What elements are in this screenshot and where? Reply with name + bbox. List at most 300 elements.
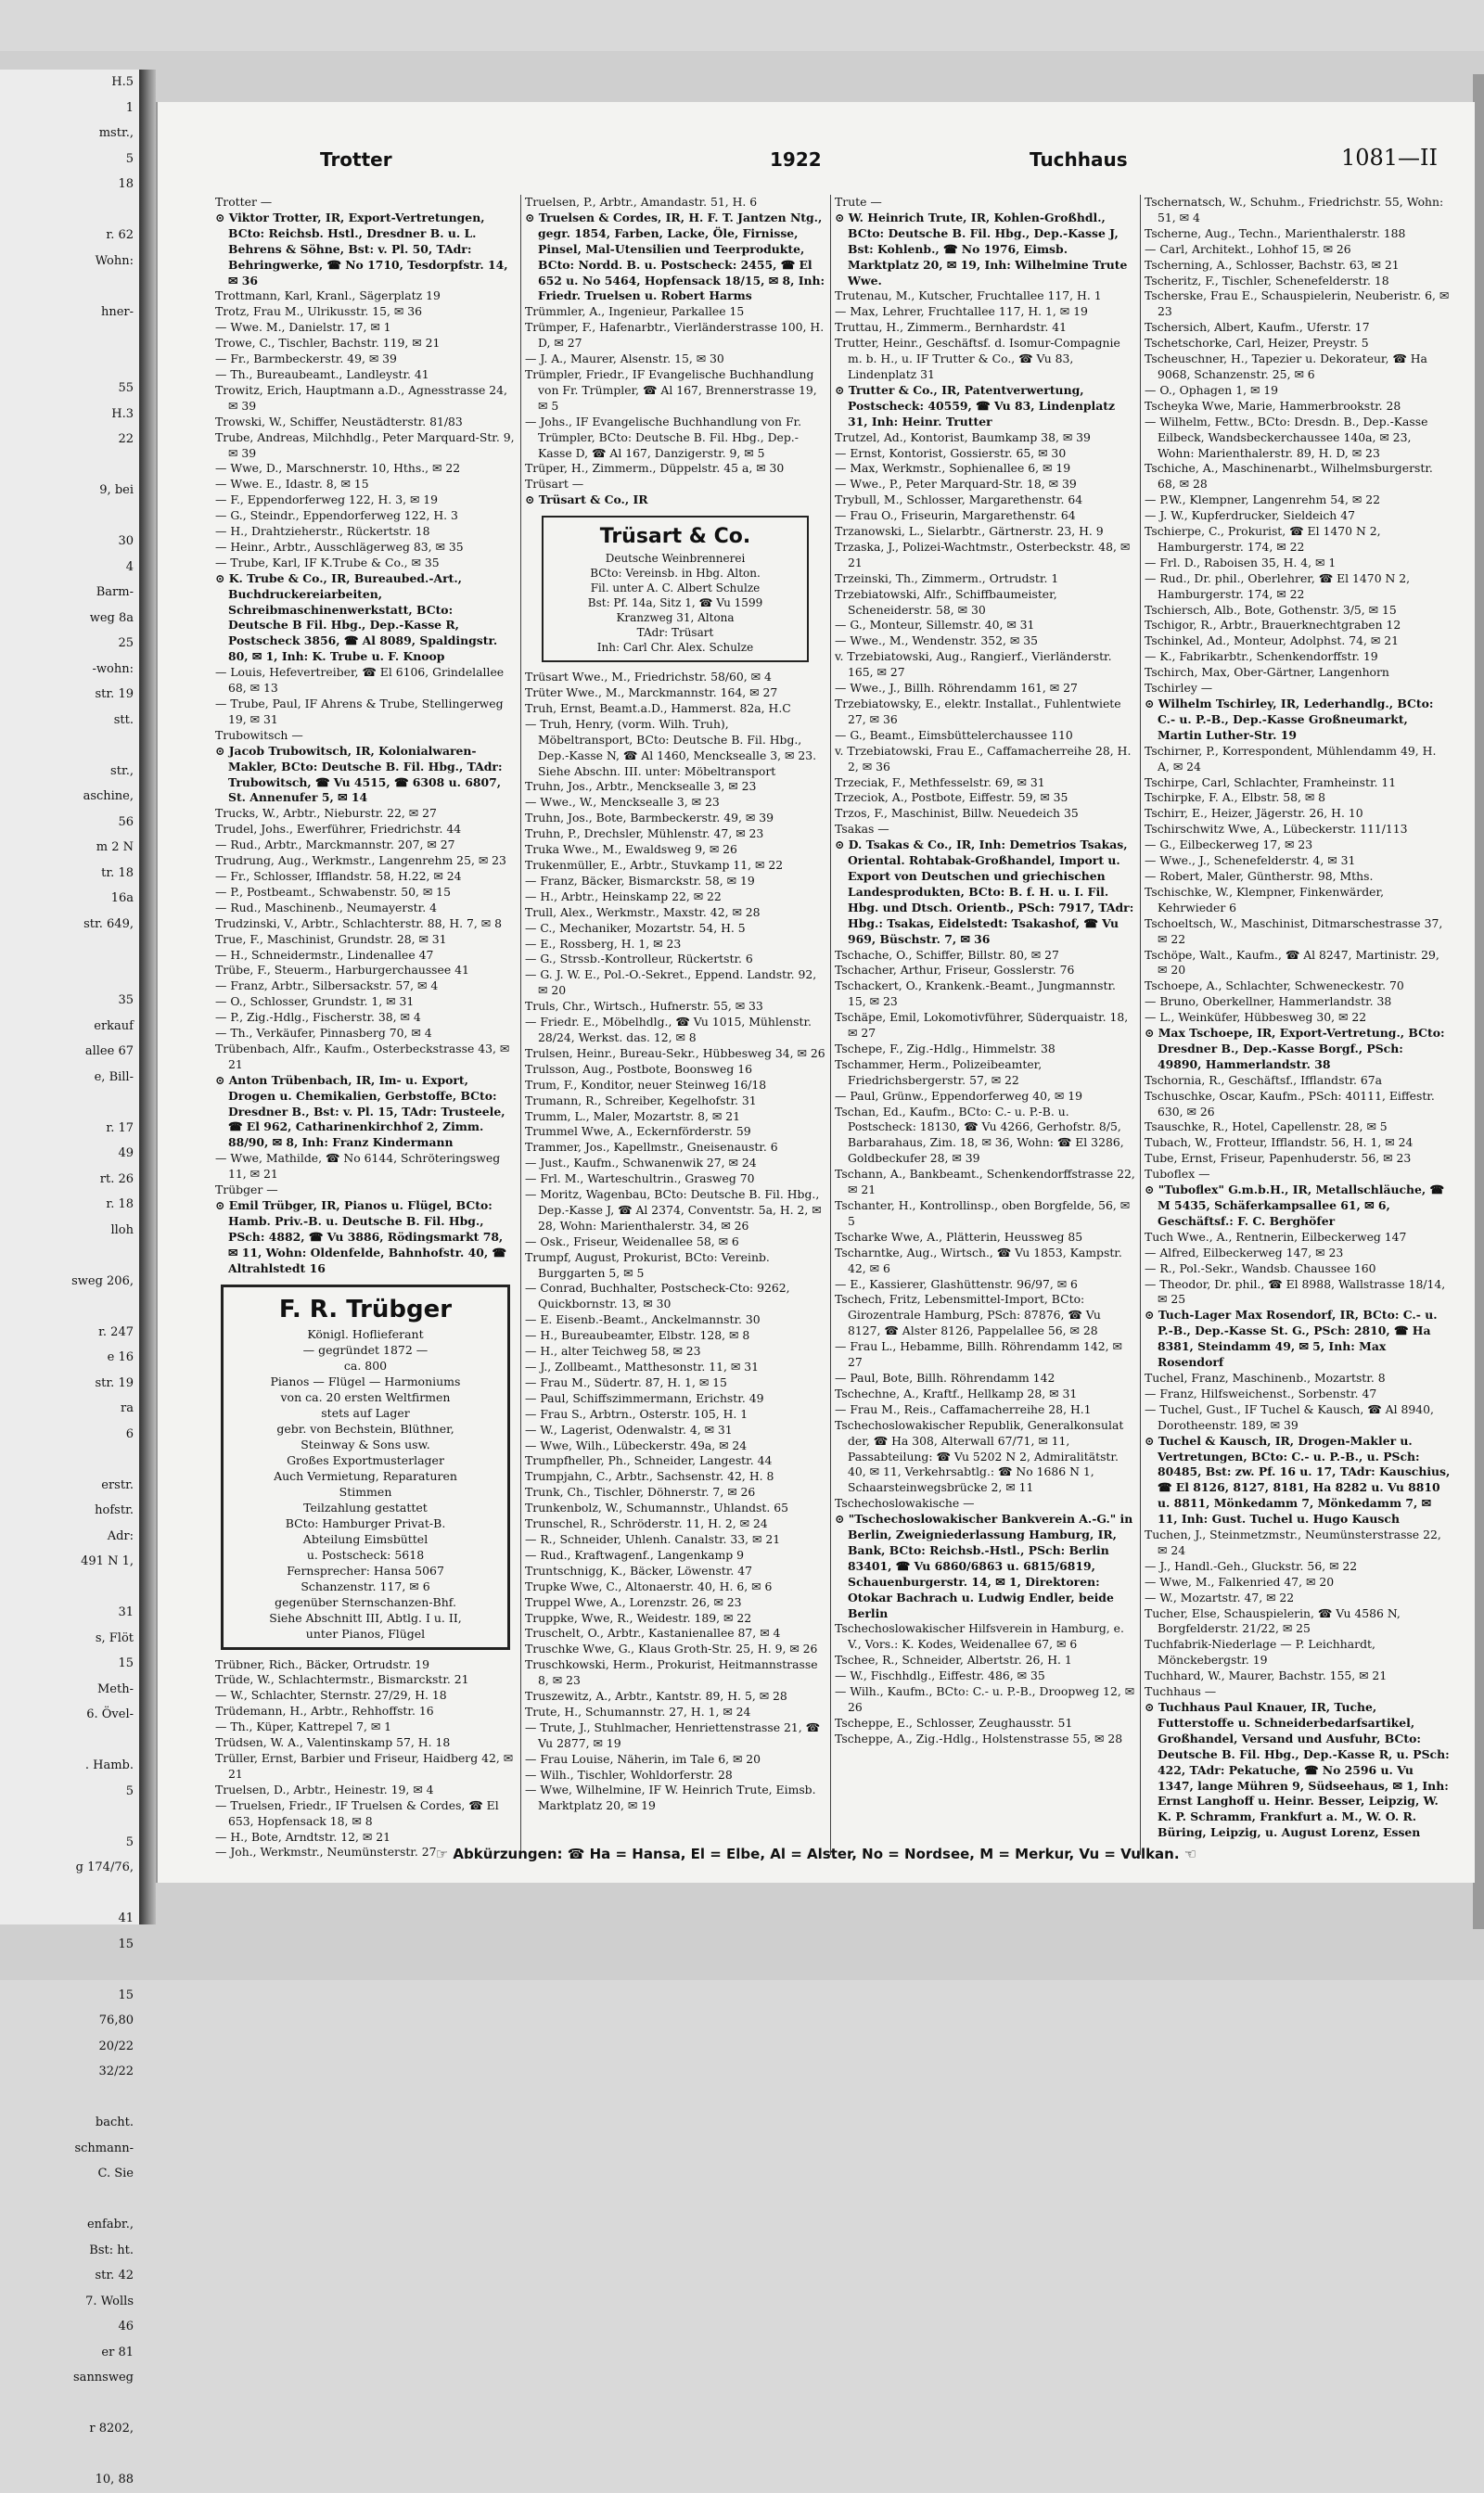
directory-entry: Tschechoslowakischer Republik, Generalkonsulat der, ☎ Ha 308, Alterwall 67/71, ✉ 11, Passabteilung: ☎ Vu 5202 N 2, Admiralitätstr. 40, ✉ 11, Verkehrsabtlg.: ☎ No 1686 N 1, Schaarsteinwegsbrücke 2, ✉ 11 xyxy=(835,1417,1124,1495)
directory-entry: — Frl. M., Warteschultrin., Grasweg 70 xyxy=(525,1171,755,1186)
directory-entry: — Trube, Paul, IF Ahrens & Trube, Stellingerweg 19, ✉ 31 xyxy=(215,697,504,726)
directory-entry: Truka Wwe., M., Ewaldsweg 9, ✉ 26 xyxy=(525,842,737,857)
directory-entry: — Ernst, Kontorist, Gossierstr. 65, ✉ 30 xyxy=(835,445,1067,460)
left-page-text-fragment: 56 xyxy=(118,814,134,829)
left-page-text-fragment: 20/22 xyxy=(98,2039,134,2053)
advertisement-title: F. R. Trübger xyxy=(278,1295,453,1323)
column-2 xyxy=(525,195,825,1864)
directory-entry: — Frau M., Reis., Caffamacherreihe 28, H.1 xyxy=(835,1401,1092,1416)
directory-entry: Trüdsen, W. A., Valentinskamp 57, H. 18 xyxy=(215,1735,451,1750)
advertisement-title: Trüsart & Co. xyxy=(599,525,751,549)
advertisement-line: Großes Exportmusterlager xyxy=(287,1452,444,1467)
advertisement-line: Deutsche Weinbrennerei xyxy=(605,552,746,566)
left-page-text-fragment: 491 N 1, xyxy=(81,1554,134,1568)
left-page-text-fragment: 15 xyxy=(118,1937,134,1951)
directory-entry: Trumm, L., Maler, Mozartstr. 8, ✉ 21 xyxy=(525,1108,740,1123)
directory-entry: — Th., Küper, Kattrepel 7, ✉ 1 xyxy=(215,1720,392,1734)
directory-entry: Tschepe, F., Zig.-Hdlg., Himmelstr. 38 xyxy=(835,1041,1055,1055)
directory-entry: Tschan, Ed., Kaufm., BCto: C.- u. P.-B. u. Postscheck: 18130, ☎ Vu 4266, Gerhofstr. 8/5, Barbarahaus, Zim. 18, ✉ 36, Wohn: ☎ El 3286, Goldbeckufer 28, ✉ 39 xyxy=(835,1104,1124,1166)
directory-entry: Tuch Wwe., A., Rentnerin, Eilbeckerweg 147 xyxy=(1145,1229,1407,1244)
left-page-text-fragment: 55 xyxy=(118,381,134,395)
directory-entry: — E., Rossberg, H. 1, ✉ 23 xyxy=(525,936,682,951)
left-page-text-fragment: Barm- xyxy=(96,585,134,599)
directory-entry: — Franz, Hilfsweichenst., Sorbenstr. 47 xyxy=(1145,1386,1377,1400)
left-page-text-fragment xyxy=(0,198,139,224)
directory-entry: — H., Bote, Arndtstr. 12, ✉ 21 xyxy=(215,1829,390,1844)
directory-entry: Tucher, Else, Schauspielerin, ☎ Vu 4586 N, Borgfelderstr. 21/22, ✉ 25 xyxy=(1145,1605,1401,1636)
directory-entry: Trunschel, R., Schröderstr. 11, H. 2, ✉ 24 xyxy=(525,1516,768,1531)
advertisement-line: unter Pianos, Flügel xyxy=(305,1626,426,1641)
advertisement-trubger xyxy=(221,1285,510,1650)
directory-entry: Trumpf, August, Prokurist, BCto: Vereinb. Burggarten 5, ✉ 5 xyxy=(525,1249,770,1280)
directory-entry: Tschechoslowakischer Hilfsverein in Hamburg, e. V., Vors.: K. Kodes, Weidenallee 67, ✉ 6 xyxy=(835,1621,1124,1652)
left-page-text-fragment xyxy=(0,2391,139,2417)
left-page-text-fragment: g 174/76, xyxy=(75,1860,134,1874)
directory-entry: — Rud., Dr. phil., Oberlehrer, ☎ El 1470 N 2, Hamburgerstr. 174, ✉ 22 xyxy=(1145,570,1411,601)
left-page-text-fragment: schmann- xyxy=(74,2141,134,2155)
directory-entry: ⊙ W. Heinrich Trute, IR, Kohlen-Großhdl., BCto: Deutsche B. Fil. Hbg., Dep.-Kasse J, Bst: Kohlenb., ☎ No 1976, Eimsb. Marktplatz 20, ✉ 19, Inh: Wilhelmine Trute Wwe. xyxy=(835,210,1128,288)
directory-entry: Trube, Andreas, Milchhdlg., Peter Marquard-Str. 9, ✉ 39 xyxy=(215,429,515,460)
directory-entry: — Truelsen, Friedr., IF Truelsen & Cordes, ☎ El 653, Hopfensack 18, ✉ 8 xyxy=(215,1797,499,1828)
left-page-text-fragment xyxy=(0,733,139,759)
directory-entry: ⊙ Max Tschoepe, IR, Export-Vertretung., BCto: Dresdner B., Dep.-Kasse Borgf., PSch: 49890, Hammerlandstr. 38 xyxy=(1145,1026,1445,1071)
left-page-text-fragment: 5 xyxy=(125,151,134,166)
left-page-text-fragment: hofstr. xyxy=(95,1503,134,1517)
directory-entry: Trüper, H., Zimmerm., Düppelstr. 45 a, ✉ 30 xyxy=(525,461,785,476)
left-page-text-fragment xyxy=(0,504,139,530)
directory-entry: v. Trzebiatowski, Frau E., Caffamacherreihe 28, H. 2, ✉ 36 xyxy=(835,743,1132,773)
directory-entry: Tschech, Fritz, Lebensmittel-Import, BCto: Girozentrale Hamburg, PSch: 87876, ☎ Vu 8127, ☎ Alster 8126, Pappelallee 56, ✉ 28 xyxy=(835,1292,1101,1338)
directory-entry: — Wwe., M., Wendenstr. 352, ✉ 35 xyxy=(835,633,1038,648)
directory-entry: Trunk, Ch., Tischler, Döhnerstr. 7, ✉ 26 xyxy=(525,1485,756,1500)
directory-entry: — Johs., IF Evangelische Buchhandlung von Fr. Trümpler, BCto: Deutsche B. Fil. Hbg., Dep.-Kasse D, ☎ Al 167, Danzigerstr. 9, ✉ 5 xyxy=(525,414,802,460)
directory-entry: Trzeinski, Th., Zimmerm., Ortrudstr. 1 xyxy=(835,570,1059,585)
left-page-text-fragment: 16a xyxy=(110,891,134,905)
directory-entry: Trotter — xyxy=(215,195,273,209)
page-number: 1081—II xyxy=(1340,145,1438,171)
directory-entry: — G., Steindr., Eppendorferweg 122, H. 3 xyxy=(215,508,458,523)
directory-entry: Tscheuschner, H., Tapezier u. Dekorateur, ☎ Ha 9068, Schanzenstr. 25, ✉ 6 xyxy=(1145,352,1427,381)
directory-entry: Tuchen, J., Steinmetzmstr., Neumünsterstrasse 22, ✉ 24 xyxy=(1145,1528,1441,1557)
directory-entry: ⊙ Viktor Trotter, IR, Export-Vertretungen, BCto: Reichsb. Hstl., Dresdner B. u. L. Behrens & Söhne, Bst: v. Pl. 50, TAdr: Behringwerke, ☎ No 1710, Tesdorpfstr. 14, ✉ 36 xyxy=(215,210,508,288)
directory-entry: Tuchfabrik-Niederlage — P. Leichhardt, Mönckebergstr. 19 xyxy=(1145,1637,1375,1668)
directory-entry: Trübenbach, Alfr., Kaufm., Osterbeckstrasse 43, ✉ 21 xyxy=(215,1041,510,1071)
advertisement-line: Siehe Abschnitt III, Abtlg. I u. II, xyxy=(269,1610,462,1625)
directory-entry: — Franz, Arbtr., Silbersackstr. 57, ✉ 4 xyxy=(215,978,439,993)
directory-entry: — Rud., Arbtr., Marckmannstr. 207, ✉ 27 xyxy=(215,837,455,852)
directory-entry: — Tuchel, Gust., IF Tuchel & Kausch, ☎ Al 8940, Dorotheenstr. 189, ✉ 39 xyxy=(1145,1401,1434,1432)
advertisement-line: Fernsprecher: Hansa 5067 xyxy=(287,1563,444,1578)
left-page-text-fragment: e 16 xyxy=(107,1350,134,1364)
directory-entry: Truhn, P., Drechsler, Mühlenstr. 47, ✉ 23 xyxy=(525,826,764,841)
directory-entry: — Wwe., P., Peter Marquard-Str. 18, ✉ 39 xyxy=(835,477,1077,492)
directory-entry: Trowski, W., Schiffer, Neustädterstr. 81/83 xyxy=(215,414,463,428)
left-page-text-fragment: 6. Övel- xyxy=(86,1707,134,1721)
directory-entry: Tsakas — xyxy=(835,822,889,837)
advertisement-line: Abteilung Eimsbüttel xyxy=(302,1531,429,1546)
column-divider xyxy=(830,195,831,1855)
left-page-text-fragment xyxy=(0,1243,139,1269)
left-page-text-fragment xyxy=(0,351,139,377)
directory-entry: Trutenau, M., Kutscher, Fruchtallee 117, H. 1 xyxy=(835,288,1102,303)
left-page-text-fragment: H.3 xyxy=(111,406,134,421)
left-page-text-fragment: stt. xyxy=(113,712,134,727)
directory-entry: Tschoeltsch, W., Maschinist, Ditmarschestrasse 37, ✉ 22 xyxy=(1145,915,1443,946)
directory-entry: Trulsson, Aug., Postbote, Boonsweg 16 xyxy=(525,1061,752,1076)
directory-entry: Tschammer, Herm., Polizeibeamter, Friedrichsbergerstr. 57, ✉ 22 xyxy=(835,1056,1043,1087)
directory-entry: — Robert, Maler, Güntherstr. 98, Mths. xyxy=(1145,868,1374,883)
directory-entry: — H., Schneidermstr., Lindenallee 47 xyxy=(215,947,434,962)
directory-entry: Trukenmüller, E., Arbtr., Stuvkamp 11, ✉ 22 xyxy=(525,858,784,872)
left-page-text-fragment xyxy=(0,2085,139,2111)
directory-entry: — Paul, Bote, Billh. Röhrendamm 142 xyxy=(835,1370,1055,1385)
directory-entry: — Truh, Henry, (vorm. Wilh. Truh), Möbeltransport, BCto: Deutsche B. Fil. Hbg., Dep.-Kasse N, ☎ Al 1460, Mencksealle 3, ✉ 23. Siehe Abschn. III. unter: Möbeltransport xyxy=(525,716,817,778)
directory-entry: Tscherning, A., Schlosser, Bachstr. 63, ✉ 21 xyxy=(1145,257,1400,272)
left-page-text-fragment xyxy=(0,325,139,351)
directory-entry: Trudzinski, V., Arbtr., Schlachterstr. 88, H. 7, ✉ 8 xyxy=(215,915,503,930)
left-page-text-fragment xyxy=(0,937,139,963)
directory-entry: — Moritz, Wagenbau, BCto: Deutsche B. Fil. Hbg., Dep.-Kasse J, ☎ Al 2374, Conventstr. 5a, H. 2, ✉ 28, Wohn: Marienthalerstr. 34, ✉ 26 xyxy=(525,1187,822,1233)
directory-entry: — Th., Bureaubeamt., Landleystr. 41 xyxy=(215,366,429,381)
directory-entry: Tschechne, A., Kraftf., Hellkamp 28, ✉ 31 xyxy=(835,1386,1078,1400)
left-page-text-fragment: str. 19 xyxy=(95,687,134,701)
directory-entry: Trammer, Jos., Kapellmstr., Gneisenaustr. 6 xyxy=(525,1140,778,1155)
directory-entry: Trudel, Johs., Ewerführer, Friedrichstr. 44 xyxy=(215,822,462,837)
column-divider xyxy=(520,195,521,1855)
advertisement-line: gebr. von Bechstein, Blüthner, xyxy=(276,1421,454,1436)
left-page-text-fragment: rt. 26 xyxy=(99,1171,134,1186)
directory-entry: — K., Fabrikarbtr., Schenkendorffstr. 19 xyxy=(1145,649,1378,664)
directory-entry: Trzos, F., Maschinist, Billw. Neuedeich 35 xyxy=(835,806,1079,821)
directory-entry: — Wilhelm, Fettw., BCto: Dresdn. B., Dep.-Kasse Eilbeck, Wandsbeckerchaussee 140a, ✉ 23, Wohn: Marienthalerstr. 89, H. D, ✉ 23 xyxy=(1145,414,1428,460)
directory-entry: — Wwe., J., Billh. Röhrendamm 161, ✉ 27 xyxy=(835,681,1078,696)
directory-entry: — Th., Verkäufer, Pinnasberg 70, ✉ 4 xyxy=(215,1026,432,1041)
directory-entry: Trute — xyxy=(835,195,882,209)
directory-entry: Tschinkel, Ad., Monteur, Adolphst. 74, ✉ 21 xyxy=(1145,633,1399,648)
advertisement-line: Schanzenstr. 117, ✉ 6 xyxy=(301,1579,430,1593)
left-page-text-fragment: -wohn: xyxy=(92,661,134,676)
directory-entry: Tscheritz, F., Tischler, Schenefelderstr. 18 xyxy=(1145,273,1389,288)
directory-entry: ⊙ Tuch-Lager Max Rosendorf, IR, BCto: C.- u. P.-B., Dep.-Kasse St. G., PSch: 2810, ☎ Ha 8381, Steindamm 49, ✉ 5, Inh: Max Rosendorf xyxy=(1145,1308,1438,1370)
left-page-text-fragment: 32/22 xyxy=(98,2065,134,2078)
directory-entry: Trüdemann, H., Arbtr., Rehhoffstr. 16 xyxy=(215,1704,434,1719)
left-page-text-fragment: r. 18 xyxy=(106,1197,134,1211)
directory-entry: — Paul, Grünw., Eppendorferweg 40, ✉ 19 xyxy=(835,1088,1082,1103)
left-page-text-fragment: 6 xyxy=(125,1426,134,1441)
advertisement-trusart xyxy=(542,516,809,662)
directory-entry: Tscherske, Frau E., Schauspielerin, Neuberistr. 6, ✉ 23 xyxy=(1145,288,1450,319)
directory-entry: Truschkowski, Herm., Prokurist, Heitmannstrasse 8, ✉ 23 xyxy=(525,1657,818,1688)
directory-entry: ⊙ Anton Trübenbach, IR, Im- u. Export, Drogen u. Chemikalien, Gerbstoffe, BCto: Dresdner B., Bst: v. Pl. 15, TAdr: Trusteele, ☎ El 962, Catharinenkirchhof 2, Zimm. 88/90, ✉ 8, Inh: Franz Kindermann xyxy=(215,1072,505,1150)
directory-entry: — H., Arbtr., Heinskamp 22, ✉ 22 xyxy=(525,889,722,903)
directory-entry: Trumpjahn, C., Arbtr., Sachsenstr. 42, H. 8 xyxy=(525,1469,774,1484)
directory-entry: — G., Monteur, Sillemstr. 40, ✉ 31 xyxy=(835,618,1035,633)
left-page-text-fragment: 7. Wolls xyxy=(85,2294,134,2308)
directory-entry: Tschirschwitz Wwe, A., Lübeckerstr. 111/113 xyxy=(1145,822,1408,837)
directory-entry: Tschigor, R., Arbtr., Brauerknechtgraben 12 xyxy=(1145,618,1401,633)
left-page-text-fragment xyxy=(0,1090,139,1116)
directory-entry: Tschiersch, Alb., Bote, Gothenstr. 3/5, ✉ 15 xyxy=(1145,602,1397,617)
directory-entry: Trzebiatowski, Alfr., Schiffbaumeister, Scheneiderstr. 58, ✉ 30 xyxy=(835,586,1057,617)
directory-entry: Tschanter, H., Kontrollinsp., oben Borgfelde, 56, ✉ 5 xyxy=(835,1198,1131,1228)
directory-entry: Trutzel, Ad., Kontorist, Baumkamp 38, ✉ 39 xyxy=(835,429,1091,444)
advertisement-line: Steinway & Sons usw. xyxy=(301,1437,430,1451)
advertisement-line: Bst: Pf. 14a, Sitz 1, ☎ Vu 1599 xyxy=(587,596,763,610)
directory-entry: Tschirpe, Carl, Schlachter, Framheinstr. 11 xyxy=(1145,774,1397,789)
directory-entry: Truszewitz, A., Arbtr., Kantstr. 89, H. 5, ✉ 28 xyxy=(525,1689,787,1704)
directory-entry: Trybull, M., Schlosser, Margarethenstr. 64 xyxy=(835,492,1083,507)
left-page-text-fragment: str. 42 xyxy=(95,2269,134,2282)
directory-entry: — Friedr. E., Möbelhdlg., ☎ Vu 1015, Mühlenstr. 28/24, Werkst. das. 12, ✉ 8 xyxy=(525,1015,812,1044)
directory-entry: Trzanowski, L., Sielarbtr., Gärtnerstr. 23, H. 9 xyxy=(835,524,1104,539)
directory-entry: Trumpfheller, Ph., Schneider, Langestr. 44 xyxy=(525,1453,773,1468)
directory-entry: ⊙ Emil Trübger, IR, Pianos u. Flügel, BCto: Hamb. Priv.-B. u. Deutsche B. Fil. Hbg., PSch: 4882, ☎ Vu 3886, Rödingsmarkt 78, ✉ 11, Wohn: Oldenfelde, Bahnhofstr. 40, ☎ Altrahlstedt 16 xyxy=(215,1198,506,1275)
directory-entry: — Bruno, Oberkellner, Hammerlandstr. 38 xyxy=(1145,994,1392,1009)
directory-entry: — J. W., Kupferdrucker, Sieldeich 47 xyxy=(1145,508,1355,523)
directory-entry: — H., Drahtzieherstr., Rückertstr. 18 xyxy=(215,524,430,539)
directory-entry: Trotz, Frau M., Ulrikusstr. 15, ✉ 36 xyxy=(215,304,423,319)
directory-entry: Tschirr, E., Heizer, Jägerstr. 26, H. 10 xyxy=(1145,806,1363,821)
directory-entry: Trüde, W., Schlachtermstr., Bismarckstr. 21 xyxy=(215,1672,469,1687)
left-page-text-fragment xyxy=(0,1447,139,1473)
directory-entry: Tschirner, P., Korrespondent, Mühlendamm 49, H. A, ✉ 24 xyxy=(1145,743,1437,773)
directory-entry: — G., Strssb.-Kontrolleur, Rückertstr. 6 xyxy=(525,952,753,966)
left-page-text-fragment xyxy=(0,453,139,479)
left-page-text-fragment xyxy=(0,1804,139,1830)
directory-entry: — Wwe, Wilh., Lübeckerstr. 49a, ✉ 24 xyxy=(525,1438,748,1452)
abbreviations-footer: ☞ Abkürzungen: ☎ Ha = Hansa, El = Elbe, Al = Alster, No = Nordsee, M = Merkur, Vu = Vulkan. ☜ xyxy=(435,1846,1197,1862)
directory-entry: — Rud., Kraftwagenf., Langenkamp 9 xyxy=(525,1547,744,1562)
directory-entry: True, F., Maschinist, Grundstr. 28, ✉ 31 xyxy=(215,931,447,946)
advertisement-line: gegenüber Sternschanzen-Bhf. xyxy=(275,1594,456,1609)
directory-entry: Tschechoslowakische — xyxy=(835,1496,975,1511)
left-page-text-fragment xyxy=(0,2442,139,2468)
directory-entry: — Wwe, D., Marschnerstr. 10, Hths., ✉ 22 xyxy=(215,461,461,476)
left-page-text-fragment: 25 xyxy=(118,636,134,650)
advertisement-line: stets auf Lager xyxy=(321,1405,410,1420)
header-year: 1922 xyxy=(770,148,822,171)
left-page-text-fragment: 35 xyxy=(118,993,134,1007)
directory-entry: Trzaska, J., Polizei-Wachtmstr., Osterbeckstr. 48, ✉ 21 xyxy=(835,539,1131,569)
directory-entry: — Wwe., W., Mencksealle 3, ✉ 23 xyxy=(525,795,720,810)
advertisement-line: TAdr: Trüsart xyxy=(636,626,714,640)
directory-entry: Trüller, Ernst, Barbier und Friseur, Haidberg 42, ✉ 21 xyxy=(215,1750,514,1781)
directory-entry: Tschierpe, C., Prokurist, ☎ El 1470 N 2, Hamburgerstr. 174, ✉ 22 xyxy=(1145,524,1381,554)
advertisement-line: Pianos — Flügel — Harmoniums xyxy=(270,1374,461,1388)
left-page-text-fragment: 41 xyxy=(118,1911,134,1925)
directory-entry: Trull, Alex., Werkmstr., Maxstr. 42, ✉ 28 xyxy=(525,904,761,919)
directory-entry: Tschache, O., Schiffer, Billstr. 80, ✉ 27 xyxy=(835,947,1059,962)
left-page-text-fragment xyxy=(0,1728,139,1754)
directory-entry: — Frau O., Friseurin, Margarethenstr. 64 xyxy=(835,508,1076,523)
directory-entry: Trzebiatowsky, E., elektr. Installat., Fuhlentwiete 27, ✉ 36 xyxy=(835,697,1121,726)
directory-entry: Truppke, Wwe, R., Weidestr. 189, ✉ 22 xyxy=(525,1610,752,1625)
directory-entry: — E. Eisenb.-Beamt., Anckelmannstr. 30 xyxy=(525,1312,761,1327)
directory-entry: Tscherne, Aug., Techn., Marienthalerstr. 188 xyxy=(1145,225,1406,240)
left-page-text-fragment: Meth- xyxy=(97,1681,134,1696)
directory-entry: — Frau Louise, Näherin, im Tale 6, ✉ 20 xyxy=(525,1751,761,1766)
directory-entry: — J., Handl.-Geh., Gluckstr. 56, ✉ 22 xyxy=(1145,1558,1358,1573)
left-page-text-fragment: . Hamb. xyxy=(84,1758,134,1772)
directory-entry: — Wwe. E., Idastr. 8, ✉ 15 xyxy=(215,477,369,492)
directory-entry: — G. J. W. E., Pol.-O.-Sekret., Eppend. Landstr. 92, ✉ 20 xyxy=(525,967,817,998)
header-first-entry: Trotter xyxy=(320,148,392,171)
advertisement-line: Kranzweg 31, Altona xyxy=(616,611,735,625)
directory-entry: ⊙ "Tschechoslowakischer Bankverein A.-G." in Berlin, Zweigniederlassung Hamburg, IR, Bank, BCto: Reichsb.-Hstl., PSch: Berlin 83401, ☎ Vu 6860/6863 u. 6815/6819, Schauenburgerstr. 14, ✉ 1, Direktoren: Otokar Bachrach u. Ludwig Endler, beide Berlin xyxy=(835,1512,1133,1620)
directory-entry: Trübner, Rich., Bäcker, Ortrudstr. 19 xyxy=(215,1656,430,1671)
left-page-text-fragment: str., xyxy=(110,763,134,778)
directory-entry: — W., Mozartstr. 47, ✉ 22 xyxy=(1145,1590,1295,1604)
directory-entry: Truschke Wwe, G., Klaus Groth-Str. 25, H. 9, ✉ 26 xyxy=(525,1642,818,1656)
directory-entry: — Wwe, Wilhelmine, IF W. Heinrich Trute, Eimsb. Marktplatz 20, ✉ 19 xyxy=(525,1783,816,1813)
directory-entry: Trunkenbolz, W., Schumannstr., Uhlandst. 65 xyxy=(525,1501,788,1515)
directory-entry: — Wilh., Tischler, Wohldorferstr. 28 xyxy=(525,1767,733,1782)
left-page-text-fragment: 4 xyxy=(125,559,134,574)
directory-entry: Tschäpe, Emil, Lokomotivführer, Süderquaistr. 18, ✉ 27 xyxy=(835,1010,1129,1041)
left-page-text-fragment: 15 xyxy=(118,1656,134,1670)
directory-entry: Trümpler, Friedr., IF Evangelische Buchhandlung von Fr. Trümpler, ☎ Al 167, Brennerstrasse 19, ✉ 5 xyxy=(525,366,817,413)
left-page-text-fragment: bacht. xyxy=(95,2116,134,2129)
directory-entry: Tschoepe, A., Schlachter, Schweneckestr. 70 xyxy=(1145,978,1404,993)
directory-entry: — Fr., Barmbeckerstr. 49, ✉ 39 xyxy=(215,352,397,366)
advertisement-line: BCto: Vereinsb. in Hbg. Alton. xyxy=(590,567,761,581)
directory-entry: Trzeciok, A., Postbote, Eiffestr. 59, ✉ 35 xyxy=(835,790,1068,805)
left-page-text-fragment xyxy=(0,1881,139,1907)
directory-entry: — L., Weinküfer, Hübbesweg 30, ✉ 22 xyxy=(1145,1010,1367,1025)
advertisement-line: Auch Vermietung, Reparaturen xyxy=(274,1468,457,1483)
directory-entry: — O., Ophagen 1, ✉ 19 xyxy=(1145,382,1279,397)
left-page-text-fragment: Adr: xyxy=(107,1528,134,1543)
directory-page xyxy=(156,102,1475,1883)
left-page-text-fragment: 49 xyxy=(118,1146,134,1160)
left-page-text-fragment: m 2 N xyxy=(96,840,134,854)
directory-entry: — Wilh., Kaufm., BCto: C.- u. P.-B., Droopweg 12, ✉ 26 xyxy=(835,1684,1135,1714)
left-page-text-fragment: aschine, xyxy=(83,789,134,803)
directory-entry: Trowitz, Erich, Hauptmann a.D., Agnesstrasse 24, ✉ 39 xyxy=(215,382,507,413)
left-page-text-fragment xyxy=(0,2187,139,2213)
directory-entry: Trumann, R., Schreiber, Kegelhofstr. 31 xyxy=(525,1093,757,1107)
directory-entry: — Frau S., Arbtrn., Osterstr. 105, H. 1 xyxy=(525,1406,748,1421)
left-page-text-fragment: erstr. xyxy=(101,1477,134,1492)
directory-entry: — Conrad, Buchhalter, Postscheck-Cto: 9262, Quickbornstr. 13, ✉ 30 xyxy=(525,1281,790,1311)
directory-entry: ⊙ Truelsen & Cordes, IR, H. F. T. Jantzen Ntg., gegr. 1854, Farben, Lacke, Öle, Firnisse, Pinsel, Mal-Utensilien und Teerprodukte, BCto: Nordd. B. u. Postscheck: 2455, ☎ El 652 u. No 5464, Hopfensack 18/15, ✉ 8, Inh: Friedr. Truelsen u. Robert Harms xyxy=(525,210,825,303)
directory-entry: Tube, Ernst, Friseur, Papenhuderstr. 56, ✉ 23 xyxy=(1145,1151,1412,1166)
directory-entry: Truttau, H., Zimmerm., Bernhardstr. 41 xyxy=(835,320,1067,335)
directory-entry: Truhn, Jos., Bote, Barmbeckerstr. 49, ✉ 39 xyxy=(525,811,774,825)
directory-entry: Tuboflex — xyxy=(1145,1167,1210,1182)
column-3 xyxy=(835,195,1135,1864)
left-page-text-fragment: lloh xyxy=(110,1222,134,1237)
directory-entry: Tschuschke, Oscar, Kaufm., PSch: 40111, Eiffestr. 630, ✉ 26 xyxy=(1145,1088,1435,1119)
advertisement-line: u. Postscheck: 5618 xyxy=(306,1547,425,1562)
directory-entry: ⊙ Trutter & Co., IR, Patentverwertung, Postscheck: 40559, ☎ Vu 83, Lindenplatz 31, Inh: Heinr. Trutter xyxy=(835,382,1116,428)
directory-entry: Tschirley — xyxy=(1145,681,1213,696)
directory-entry: Tschöpe, Walt., Kaufm., ☎ Al 8247, Martinistr. 29, ✉ 20 xyxy=(1145,947,1439,978)
directory-entry: Tschee, R., Schneider, Albertstr. 26, H. 1 xyxy=(835,1653,1072,1668)
left-page-text-fragment: sweg 206, xyxy=(71,1273,134,1288)
left-page-text-fragment: s, Flöt xyxy=(95,1630,134,1645)
directory-entry: — Osk., Friseur, Weidenallee 58, ✉ 6 xyxy=(525,1234,739,1248)
column-4 xyxy=(1145,195,1451,1864)
directory-entry: Tschirpke, F. A., Elbstr. 58, ✉ 8 xyxy=(1145,790,1326,805)
directory-entry: — Trute, J., Stuhlmacher, Henriettenstrasse 21, ☎ Vu 2877, ✉ 19 xyxy=(525,1720,821,1750)
directory-entry: Truls, Chr., Wirtsch., Hufnerstr. 55, ✉ 33 xyxy=(525,999,763,1014)
left-page-text-fragment: 22 xyxy=(118,432,134,446)
directory-entry: Trummel Wwe, A., Eckernförderstr. 59 xyxy=(525,1124,751,1139)
page-gutter xyxy=(139,70,156,1924)
left-page-text-fragment: mstr., xyxy=(98,126,134,140)
directory-entry: Tscheppe, E., Schlosser, Zeughausstr. 51 xyxy=(835,1715,1073,1730)
directory-entry: Tschiche, A., Maschinenarbt., Wilhelmsburgerstr. 68, ✉ 28 xyxy=(1145,461,1433,492)
directory-entry: — Joh., Werkmstr., Neumünsterstr. 27 xyxy=(215,1845,437,1860)
directory-entry: Tschackert, O., Krankenk.-Beamt., Jungmannstr. 15, ✉ 23 xyxy=(835,978,1116,1009)
left-page-text-fragment: 46 xyxy=(118,2320,134,2333)
left-page-text-fragment: 9, bei xyxy=(99,483,134,497)
directory-entry: Trulsen, Heinr., Bureau-Sekr., Hübbesweg 34, ✉ 26 xyxy=(525,1045,825,1060)
directory-entry: Trümmler, A., Ingenieur, Parkallee 15 xyxy=(525,304,745,319)
directory-entry: — Fr., Schlosser, Ifflandstr. 58, H.22, ✉ 24 xyxy=(215,868,462,883)
directory-entry: — Franz, Bäcker, Bismarckstr. 58, ✉ 19 xyxy=(525,873,755,888)
directory-entry: Tsauschke, R., Hotel, Capellenstr. 28, ✉ 5 xyxy=(1145,1119,1388,1134)
directory-entry: — Wwe. M., Danielstr. 17, ✉ 1 xyxy=(215,320,391,335)
left-page-text-fragment xyxy=(0,1575,139,1601)
directory-entry: — Trube, Karl, IF K.Trube & Co., ✉ 35 xyxy=(215,555,440,569)
directory-entry: — W., Fischhdlg., Eiffestr. 486, ✉ 35 xyxy=(835,1668,1045,1683)
directory-entry: — G., Beamt., Eimsbüttelerchaussee 110 xyxy=(835,727,1073,742)
left-page-text-fragment: r. 247 xyxy=(98,1324,134,1339)
directory-entry: Tschann, A., Bankbeamt., Schenkendorffstrasse 22, ✉ 21 xyxy=(835,1167,1135,1197)
directory-entry: Trüter Wwe., M., Marckmannstr. 164, ✉ 27 xyxy=(525,685,778,700)
left-page-text-fragment: 10, 88 xyxy=(95,2473,134,2487)
directory-entry: Tschirch, Max, Ober-Gärtner, Langenhorn xyxy=(1145,665,1389,680)
directory-entry: Trümper, F., Hafenarbtr., Vierländerstrasse 100, H. D, ✉ 27 xyxy=(525,320,825,351)
left-page-text-fragment: r 8202, xyxy=(89,2422,134,2435)
advertisement-line: Teilzahlung gestattet xyxy=(303,1500,428,1515)
directory-entry: — W., Lagerist, Odenwalstr. 4, ✉ 31 xyxy=(525,1422,733,1437)
directory-entry: Trupke Wwe, C., Altonaerstr. 40, H. 6, ✉ 6 xyxy=(525,1579,773,1593)
directory-entry: Truntschnigg, K., Bäcker, Löwenstr. 47 xyxy=(525,1563,753,1578)
left-page-fragment xyxy=(0,70,142,2487)
directory-entry: Trüsart Wwe., M., Friedrichstr. 58/60, ✉ 4 xyxy=(525,670,772,684)
directory-entry: Tubach, W., Frotteur, Ifflandstr. 56, H. 1, ✉ 24 xyxy=(1145,1135,1414,1150)
directory-entry: ⊙ K. Trube & Co., IR, Bureaubed.-Art., Buchdruckereiarbeiten, Schreibmaschinenwerkstatt, BCto: Deutsche B Fil. Hbg., Dep.-Kasse R, Postscheck 3856, ☎ Al 8089, Spaldingstr. 80, ✉ 1, Inh: K. Trube u. F. Knoop xyxy=(215,570,498,664)
directory-entry: — P., Postbeamt., Schwabenstr. 50, ✉ 15 xyxy=(215,884,451,899)
left-page-text-fragment: 1 xyxy=(125,100,134,115)
directory-entry: — J., Zollbeamt., Matthesonstr. 11, ✉ 31 xyxy=(525,1360,759,1374)
left-page-text-fragment xyxy=(0,1294,139,1320)
column-divider xyxy=(1140,195,1141,1855)
directory-entry: Tschernatsch, W., Schuhm., Friedrichstr. 55, Wohn: 51, ✉ 4 xyxy=(1145,195,1444,224)
directory-entry: — Frl. D., Raboisen 35, H. 4, ✉ 1 xyxy=(1145,555,1337,569)
running-header xyxy=(158,102,1475,171)
directory-entry: ⊙ Trüsart & Co., IR xyxy=(525,492,648,507)
directory-entry: Tuchhard, W., Maurer, Bachstr. 155, ✉ 21 xyxy=(1145,1668,1388,1683)
directory-entry: ⊙ "Tuboflex" G.m.b.H., IR, Metallschläuche, ☎ M 5435, Schäferkampsallee 61, ✉ 6, Geschäftsf.: F. C. Berghöfer xyxy=(1145,1183,1444,1228)
directory-entry: ⊙ D. Tsakas & Co., IR, Inh: Demetrios Tsakas, Oriental. Rohtabak-Großhandel, Import u. Export von Deutschen und griechischen Landesprodukten, BCto: B. f. H. u. I. Fil. Hbg. und Dtsch. Orientb., PSch: 7917, TAdr: Hbg.: Tsakas, Eidelstedt: Tsakashof, ☎ Vu 969, Büschstr. 7, ✉ 36 xyxy=(835,837,1134,946)
directory-entry: Tscharke Wwe, A., Plätterin, Heussweg 85 xyxy=(835,1229,1083,1244)
directory-entry: — Wwe, M., Falkenried 47, ✉ 20 xyxy=(1145,1574,1335,1589)
directory-entry: — Louis, Hefevertreiber, ☎ El 6106, Grindelallee 68, ✉ 13 xyxy=(215,665,505,696)
directory-entry: — Just., Kaufm., Schwanenwik 27, ✉ 24 xyxy=(525,1156,757,1170)
left-page-text-fragment: 18 xyxy=(118,177,134,191)
advertisement-line: Königl. Hoflieferant xyxy=(307,1326,424,1341)
directory-entry: Trüsart — xyxy=(525,477,584,492)
directory-entry: Trowe, C., Tischler, Bachstr. 119, ✉ 21 xyxy=(215,336,441,351)
directory-entry: Tschersich, Albert, Kaufm., Uferstr. 17 xyxy=(1145,320,1370,335)
left-page-text-fragment: er 81 xyxy=(101,2345,134,2359)
directory-entry: Truelsen, P., Arbtr., Amandastr. 51, H. 6 xyxy=(525,195,758,209)
directory-entry: — H., alter Teichweg 58, ✉ 23 xyxy=(525,1344,701,1359)
